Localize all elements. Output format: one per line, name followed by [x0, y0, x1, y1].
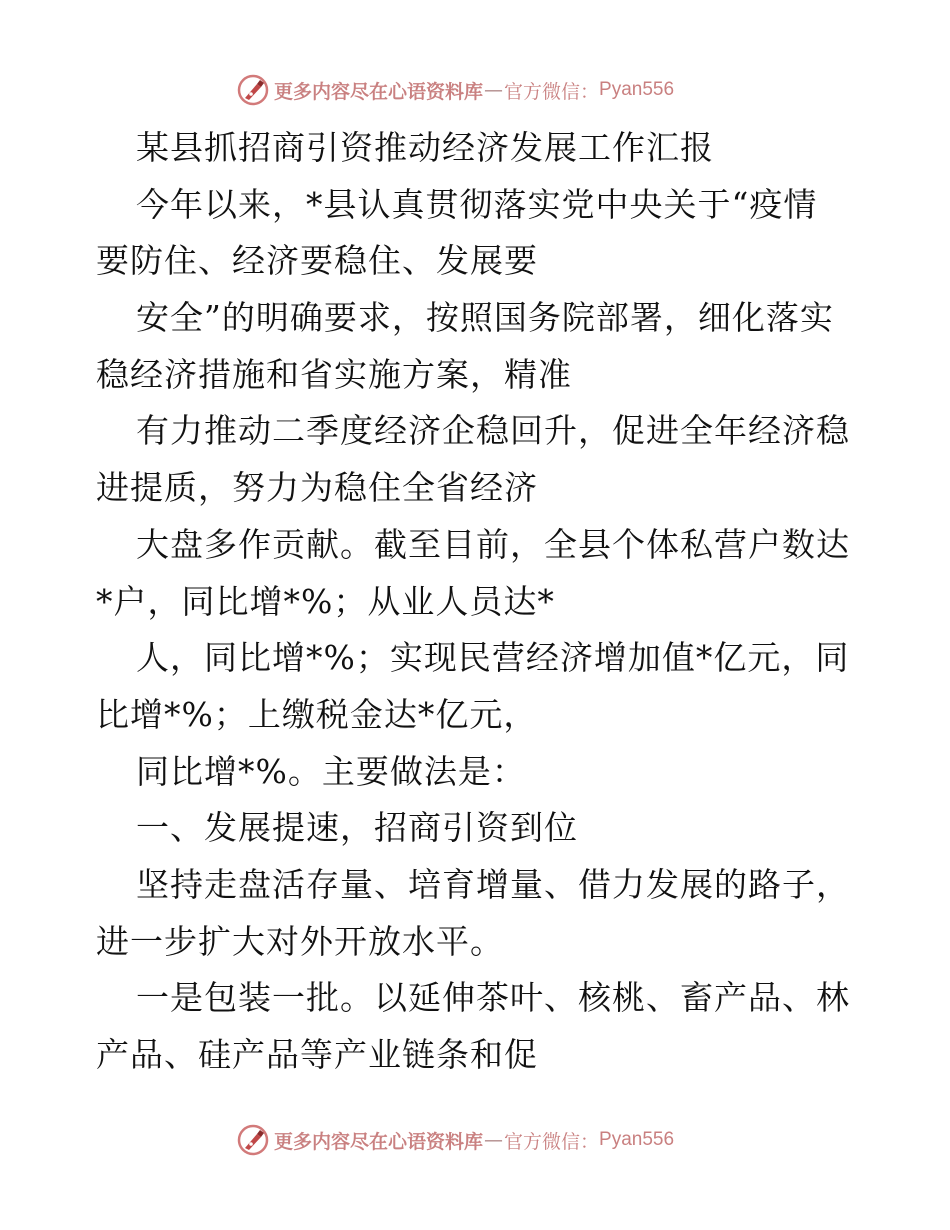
- paragraph-line: 要防住、经济要稳住、发展要: [96, 241, 538, 281]
- paragraph-line: *户，同比增*%；从业人员达*: [96, 581, 555, 621]
- paragraph-line: 大盘多作贡献。截至目前，全县个体私营户数达: [136, 524, 850, 564]
- banner-dash: —: [484, 79, 504, 101]
- paragraph-line: 今年以来，*县认真贯彻落实党中央关于“疫情: [136, 184, 818, 224]
- document-title: 某县抓招商引资推动经济发展工作汇报: [136, 128, 714, 167]
- banner-wechat-id: Pyan556: [599, 79, 675, 100]
- paragraph-line: 人，同比增*%；实现民营经济增加值*亿元，同: [136, 638, 850, 678]
- paragraph-line: 有力推动二季度经济企稳回升，促进全年经济稳: [136, 411, 850, 451]
- paragraph-line: 安全”的明确要求，按照国务院部署，细化落实: [136, 298, 834, 338]
- pen-nib-logo-icon: [236, 73, 270, 107]
- banner-dash: —: [484, 1129, 504, 1151]
- paragraph-line: 坚持走盘活存量、培育增量、借力发展的路子，: [136, 864, 850, 904]
- banner-title: 更多内容尽在心语资料库: [274, 80, 484, 103]
- paragraph-line: 一是包装一批。以延伸茶叶、核桃、畜产品、林: [136, 978, 850, 1018]
- header-banner: [236, 72, 736, 108]
- paragraph-line: 产品、硅产品等产业链条和促: [96, 1035, 538, 1074]
- banner-title: 更多内容尽在心语资料库: [274, 1130, 484, 1153]
- paragraph-line: 进一步扩大对外开放水平。: [96, 921, 504, 961]
- paragraph-line: 比增*%；上缴税金达*亿元，: [96, 694, 538, 734]
- paragraph-line: 稳经济措施和省实施方案，精准: [96, 354, 572, 394]
- banner-wechat-label: 官方微信：: [504, 80, 600, 103]
- pen-nib-logo-icon: [236, 1123, 270, 1157]
- banner-wechat-id: Pyan556: [599, 1129, 675, 1150]
- document-body: [96, 120, 856, 1084]
- banner-wechat-label: 官方微信：: [504, 1130, 600, 1153]
- footer-banner: [236, 1122, 736, 1158]
- section-heading: 一、发展提速，招商引资到位: [136, 808, 578, 848]
- paragraph-line: 进提质，努力为稳住全省经济: [96, 468, 538, 508]
- paragraph-line: 同比增*%。主要做法是：: [136, 751, 526, 791]
